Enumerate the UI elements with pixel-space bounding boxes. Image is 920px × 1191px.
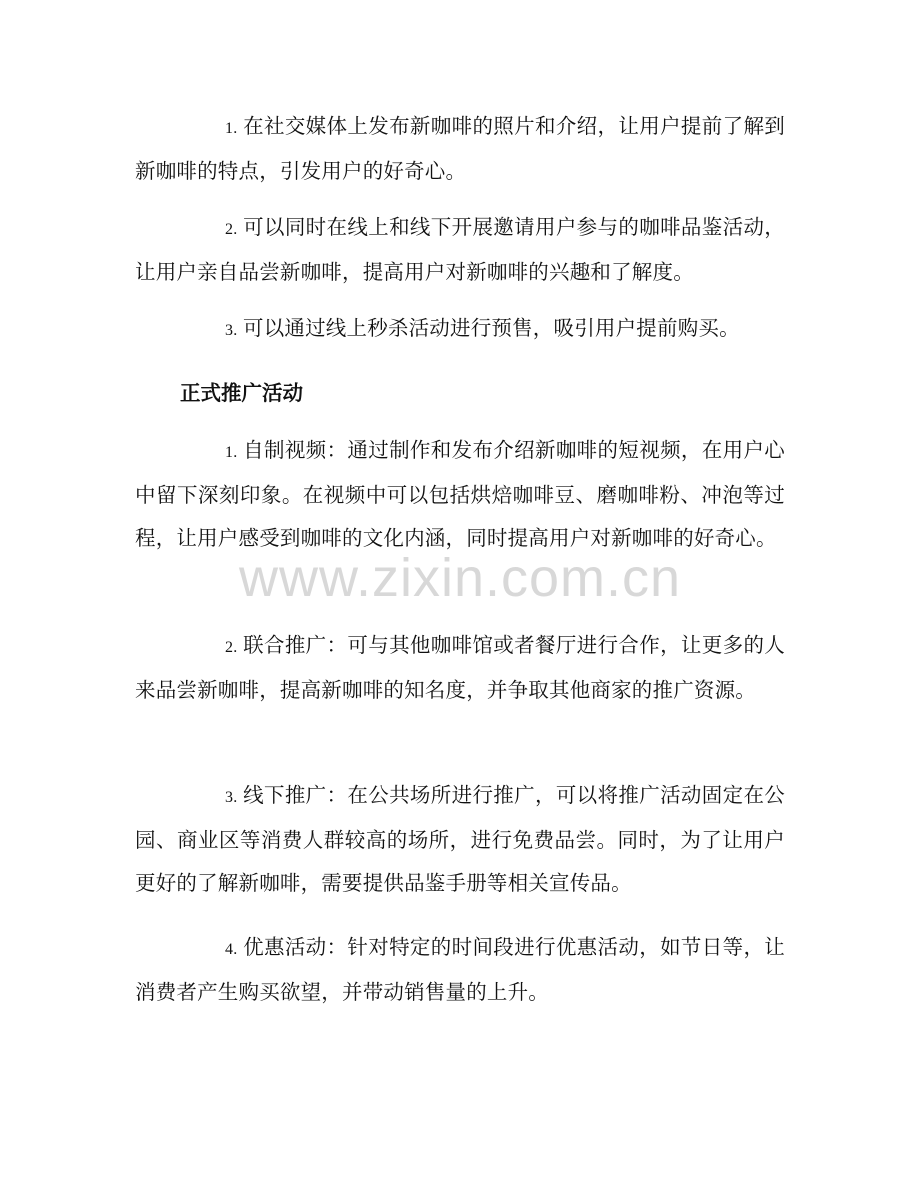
- section-heading: 正式推广活动: [180, 381, 303, 405]
- list-text: 可以同时在线上和线下开展邀请用户参与的咖啡品鉴活动，让用户亲自品尝新咖啡，提高用户对新咖啡的兴趣和了解度。: [135, 215, 785, 284]
- list-text: 联合推广：可与其他咖啡馆或者餐厅进行合作，让更多的人来品尝新咖啡，提高新咖啡的知名度，并争取其他商家的推广资源。: [135, 633, 785, 702]
- list-number: 2.: [225, 221, 238, 238]
- list-item: [135, 105, 785, 193]
- list-number: 3.: [225, 789, 238, 806]
- list-number: 1.: [225, 444, 238, 461]
- list-item: [135, 774, 785, 905]
- list-item: [135, 624, 785, 712]
- list-number: 1.: [225, 120, 238, 137]
- list-number: 4.: [225, 941, 238, 958]
- list-item: [135, 429, 785, 560]
- list-text: 可以通过线上秒杀活动进行预售，吸引用户提前购买。: [243, 316, 740, 340]
- list-item: [135, 307, 785, 352]
- list-item: [135, 206, 785, 294]
- list-text: 优惠活动：针对特定的时间段进行优惠活动，如节日等，让消费者产生购买欲望，并带动销售量的上升。: [135, 935, 785, 1004]
- list-text: 自制视频：通过制作和发布介绍新咖啡的短视频，在用户心中留下深刻印象。在视频中可以包括烘焙咖啡豆、磨咖啡粉、冲泡等过程，让用户感受到咖啡的文化内涵，同时提高用户对新咖啡的好奇心。: [135, 438, 785, 550]
- list-number: 3.: [225, 322, 238, 339]
- list-number: 2.: [225, 639, 238, 656]
- list-text: 在社交媒体上发布新咖啡的照片和介绍，让用户提前了解到新咖啡的特点，引发用户的好奇心。: [135, 114, 785, 183]
- list-text: 线下推广：在公共场所进行推广，可以将推广活动固定在公园、商业区等消费人群较高的场所，进行免费品尝。同时，为了让用户更好的了解新咖啡，需要提供品鉴手册等相关宣传品。: [135, 783, 785, 895]
- watermark: www.zixin.com.cn: [238, 548, 682, 608]
- list-item: [135, 926, 785, 1014]
